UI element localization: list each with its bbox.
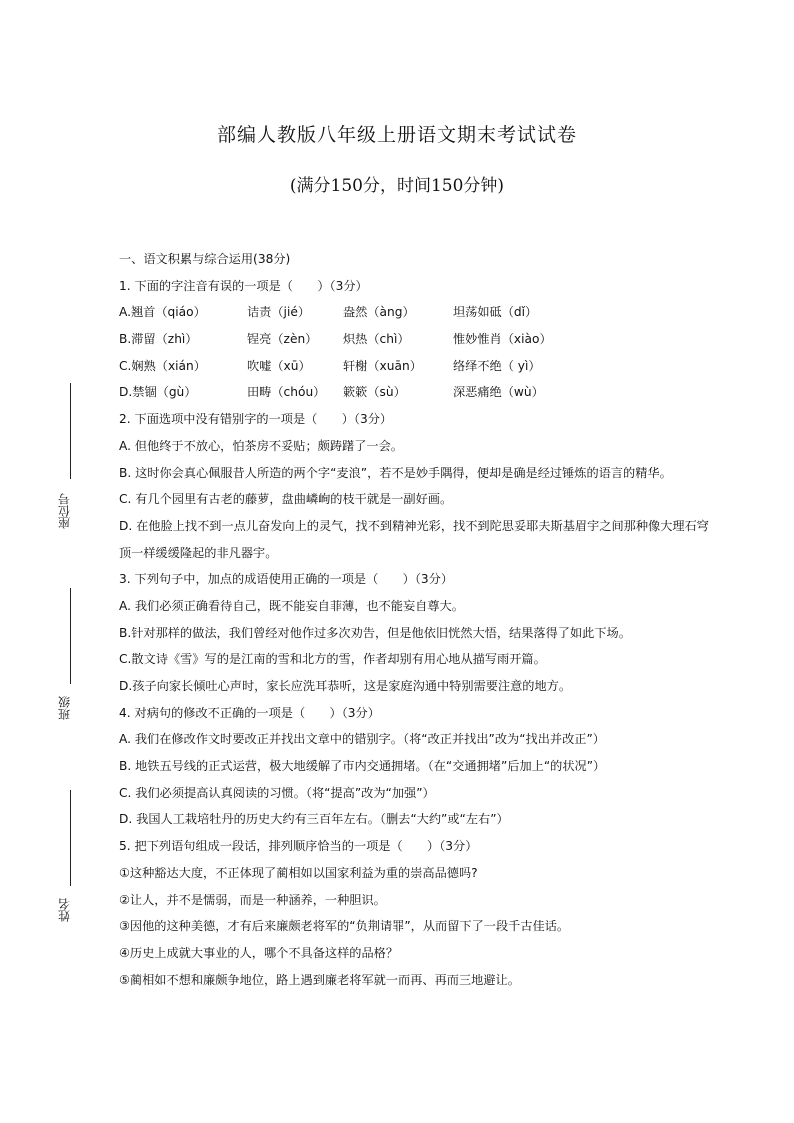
question-4-stem: 4. 对病句的修改不正确的一项是（ ）（3分） [119, 705, 380, 720]
name-field [52, 790, 76, 930]
option-cell: 诘责（jié） [247, 305, 311, 320]
option-cell: 锃亮（zèn） [247, 332, 318, 347]
question-5-item-2: ②让人，并不是懦弱，而是一种涵养，一种胆识。 [119, 892, 386, 907]
option-cell: 坦荡如砥（dǐ） [453, 305, 538, 320]
question-1-option-d [119, 379, 719, 406]
question-1-option-c [119, 353, 719, 380]
option-cell: D.禁锢（gù） [119, 385, 197, 400]
question-4-option-d: D. 我国人工栽培牡丹的历史大约有三百年左右。（删去“大约”或“左右”） [119, 812, 509, 827]
question-5-item-4: ④历史上成就大事业的人，哪个不具备这样的品格？ [119, 945, 399, 960]
question-4-option-a: A. 我们在修改作文时要改正并找出文章中的错别字。（将“改正并找出”改为“找出并改正”） [119, 732, 605, 747]
section-header: 一、语文积累与综合运用(38分) [119, 252, 291, 266]
option-cell: 盎然（àng） [343, 305, 415, 320]
name-line [70, 790, 71, 886]
question-2-option-c: C. 有几个园里有古老的藤萝，盘曲嶙峋的枝干就是一副好画。 [119, 492, 453, 507]
question-1-option-a [119, 299, 719, 326]
question-5-stem: 5. 把下列语句组成一段话，排列顺序恰当的一项是（ ）（3分） [119, 839, 478, 854]
seat-number-label: 座位号 [57, 493, 72, 529]
option-cell: 吹嘘（xū） [247, 358, 311, 373]
question-2-stem: 2. 下面选项中没有错别字的一项是（ ）（3分） [119, 412, 393, 427]
option-cell: 惟妙惟肖（xiào） [453, 332, 552, 347]
seat-number-field [52, 383, 76, 543]
question-2-option-a: A. 但他终于不放心，怕茶房不妥贴；颇踌躇了一会。 [119, 438, 403, 453]
option-cell: 簌簌（sù） [343, 385, 406, 400]
question-5-item-1: ①这种豁达大度，不正体现了蔺相如以国家利益为重的崇高品德吗? [119, 865, 478, 880]
exam-title: 部编人教版八年级上册语文期末考试试卷 [216, 124, 577, 146]
option-cell: B.滞留（zhì） [119, 332, 198, 347]
question-2-option-d: D. 在他脸上找不到一点儿奋发向上的灵气，找不到精神光彩，找不到陀思妥耶夫斯基眉宇之间那种像大理石穹顶一样缓缓隆起的非凡器宇。 [119, 518, 709, 560]
question-2-option-b: B. 这时你会真心佩服昔人所造的两个字“麦浪”，若不是妙手隅得，便却是确是经过锤炼的语言的精华。 [119, 465, 672, 480]
class-field [52, 588, 76, 728]
question-1-stem: 1. 下面的字注音有误的一项是（ ）（3分） [119, 278, 368, 293]
option-cell: 络绎不绝（ yì） [453, 358, 541, 373]
option-cell: 深恶痛绝（wù） [453, 385, 544, 400]
option-cell: 轩榭（xuān） [343, 358, 422, 373]
seat-number-line [70, 383, 71, 479]
question-3-option-c: C.散文诗《雪》写的是江南的雪和北方的雪，作者却别有用心地从描写雨开篇。 [119, 652, 546, 667]
option-cell: A.翘首（qiáo） [119, 305, 206, 320]
question-3-option-b: B.针对那样的做法，我们曾经对他作过多次劝告，但是他依旧恍然大悟，结果落得了如此下场。 [119, 625, 631, 640]
exam-content [119, 246, 719, 993]
exam-subtitle: (满分150分，时间150分钟) [289, 176, 505, 196]
question-3-option-d: D.孩子向家长倾吐心声时，家长应洗耳恭听，这是家庭沟通中特别需要注意的地方。 [119, 679, 572, 694]
question-1-option-b [119, 326, 719, 353]
class-label: 班级 [57, 696, 72, 720]
question-4-option-b: B. 地铁五号线的正式运营，极大地缓解了市内交通拥堵。（在“交通拥堵”后加上“的状况”） [119, 759, 606, 774]
question-3-option-a: A. 我们必须正确看待自己，既不能妄自菲薄，也不能妄自尊大。 [119, 598, 464, 613]
option-cell: C.娴熟（xián） [119, 358, 206, 373]
option-cell: 田畴（chóu） [247, 385, 326, 400]
question-4-option-c: C. 我们必须提高认真阅读的习惯。（将“提高”改为“加强”） [119, 785, 435, 800]
class-line [70, 588, 71, 684]
question-5-item-3: ③因他的这种美德，才有后来廉颇老将军的“负荆请罪”，从而留下了一段千古佳话。 [119, 919, 570, 934]
question-3-stem: 3. 下列句子中，加点的成语使用正确的一项是（ ）（3分） [119, 572, 454, 587]
name-label: 姓名 [57, 898, 72, 922]
option-cell: 炽热（chì） [343, 332, 410, 347]
question-5-item-5: ⑤蔺相如不想和廉颇争地位，路上遇到廉老将军就一而再、再而三地避让。 [119, 972, 520, 987]
